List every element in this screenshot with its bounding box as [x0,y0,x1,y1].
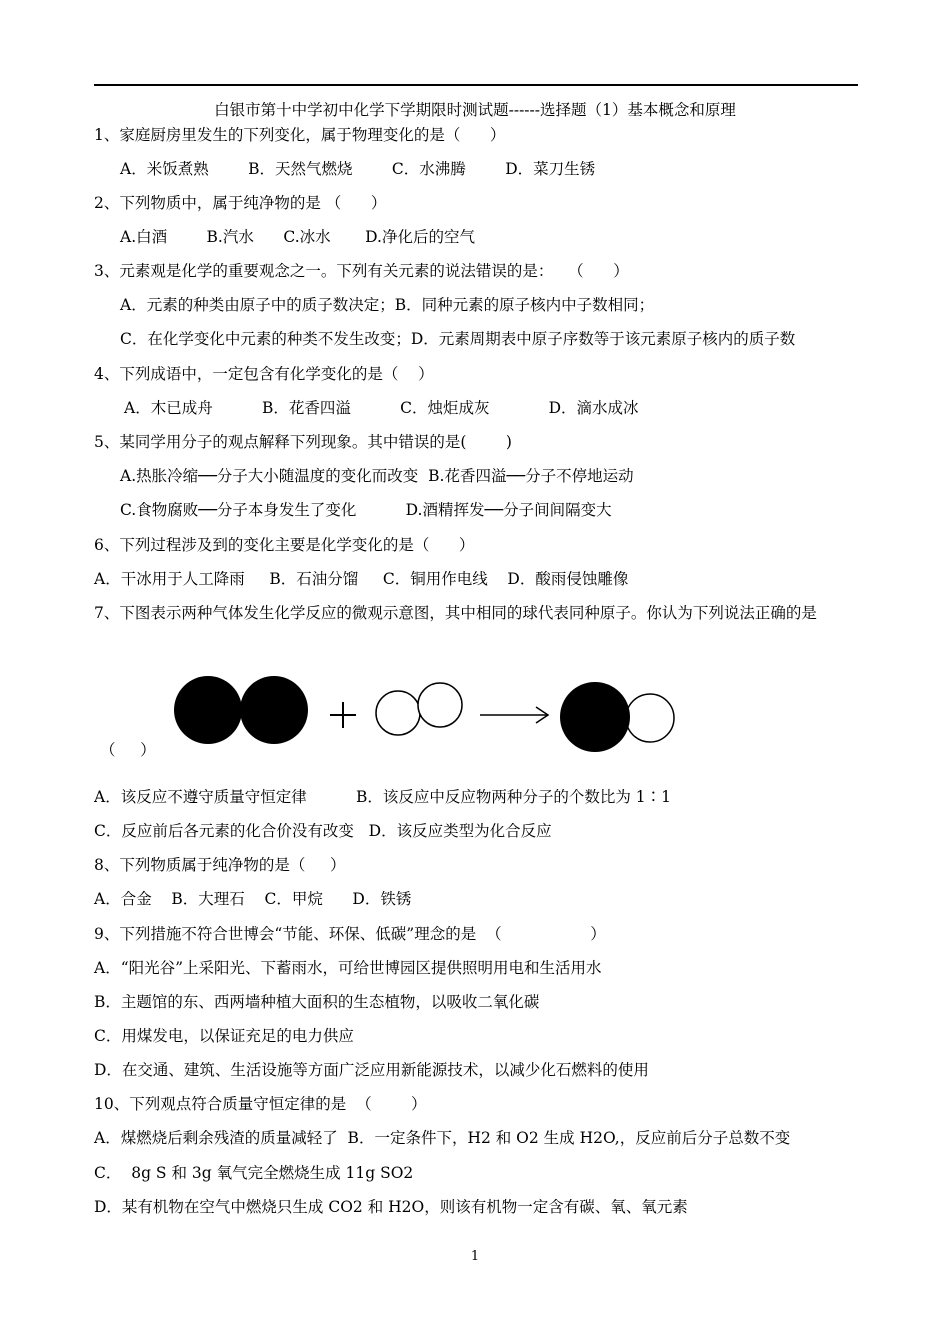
white-atom-3 [626,694,674,742]
white-atom-1 [376,691,420,735]
white-atom-2 [418,683,462,727]
dark-atom-1 [174,676,242,744]
question-6-options: A．干冰用于人工降雨 B．石油分馏 C．铜用作电线 D．酸雨侵蚀雕像 [94,570,629,588]
question-10-options-ab: A．煤燃烧后剩余残渣的质量减轻了 B．一定条件下，H2 和 O2 生成 H2O,，反应前后分子总数不变 [94,1129,791,1147]
question-7-options-ab: A．该反应不遵守质量守恒定律 B．该反应中反应物两种分子的个数比为 1∶1 [94,788,672,806]
dark-atom-2 [240,676,308,744]
question-3-options-cd: C．在化学变化中元素的种类不发生改变；D．元素周期表中原子序数等于该元素原子核内的质子数 [120,330,796,348]
question-10-option-d: D．某有机物在空气中燃烧只生成 CO2 和 H2O，则该有机物一定含有碳、氧、氧元素 [94,1198,688,1216]
question-5: 5、某同学用分子的观点解释下列现象。其中错误的是( ) [94,433,512,451]
reaction-diagram [170,665,690,765]
question-4: 4、下列成语中，一定包含有化学变化的是（ ） [94,365,434,383]
dark-atom-3 [560,682,630,752]
question-9-option-a: A．“阳光谷”上采阳光、下蓄雨水，可给世博园区提供照明用电和生活用水 [94,959,602,977]
question-2-options: A.白酒 B.汽水 C.冰水 D.净化后的空气 [120,228,475,246]
question-7-options-cd: C．反应前后各元素的化合价没有改变 D．该反应类型为化合反应 [94,822,552,840]
question-3-options-ab: A．元素的种类由原子中的质子数决定；B．同种元素的原子核内中子数相同； [120,296,655,314]
question-5-options-ab: A.热胀冷缩──分子大小随温度的变化而改变 B.花香四溢──分子不停地运动 [120,467,634,485]
question-9-option-d: D．在交通、建筑、生活设施等方面广泛应用新能源技术，以减少化石燃料的使用 [94,1061,649,1079]
question-9-option-b: B．主题馆的东、西两墙种植大面积的生态植物，以吸收二氧化碳 [94,993,540,1011]
question-4-options: A．木已成舟 B．花香四溢 C．烛炬成灰 D．滴水成冰 [124,399,639,417]
question-9: 9、下列措施不符合世博会“节能、环保、低碳”理念的是 （ ） [94,925,606,943]
question-6: 6、下列过程涉及到的变化主要是化学变化的是（ ） [94,536,475,554]
question-1-options: A．米饭煮熟 B．天然气燃烧 C．水沸腾 D．菜刀生锈 [120,160,596,178]
plus-sign [330,702,356,728]
page-number: 1 [470,1249,480,1264]
question-2: 2、下列物质中，属于纯净物的是 （ ） [94,194,387,212]
question-3: 3、元素观是化学的重要观念之一。下列有关元素的说法错误的是： （ ） [94,262,629,280]
question-9-option-c: C．用煤发电，以保证充足的电力供应 [94,1027,354,1045]
question-7-answer-paren: （ ） [100,741,156,759]
question-1: 1、家庭厨房里发生的下列变化，属于物理变化的是（ ） [94,126,506,144]
question-8: 8、下列物质属于纯净物的是（ ） [94,856,346,874]
question-8-options: A．合金 B．大理石 C．甲烷 D．铁锈 [94,890,412,908]
question-10-option-c: C． 8g S 和 3g 氧气完全燃烧生成 11g SO2 [94,1164,414,1182]
question-5-options-cd: C.食物腐败──分子本身发生了变化 D.酒精挥发──分子间间隔变大 [120,501,612,519]
question-10: 10、下列观点符合质量守恒定律的是 （ ） [94,1095,427,1113]
reaction-arrow [480,707,548,723]
question-7: 7、下图表示两种气体发生化学反应的微观示意图，其中相同的球代表同种原子。你认为下列说法正确的是 [94,604,817,622]
page-title: 白银市第十中学初中化学下学期限时测试题------选择题（1）基本概念和原理 [214,101,736,119]
header-rule [94,84,858,86]
